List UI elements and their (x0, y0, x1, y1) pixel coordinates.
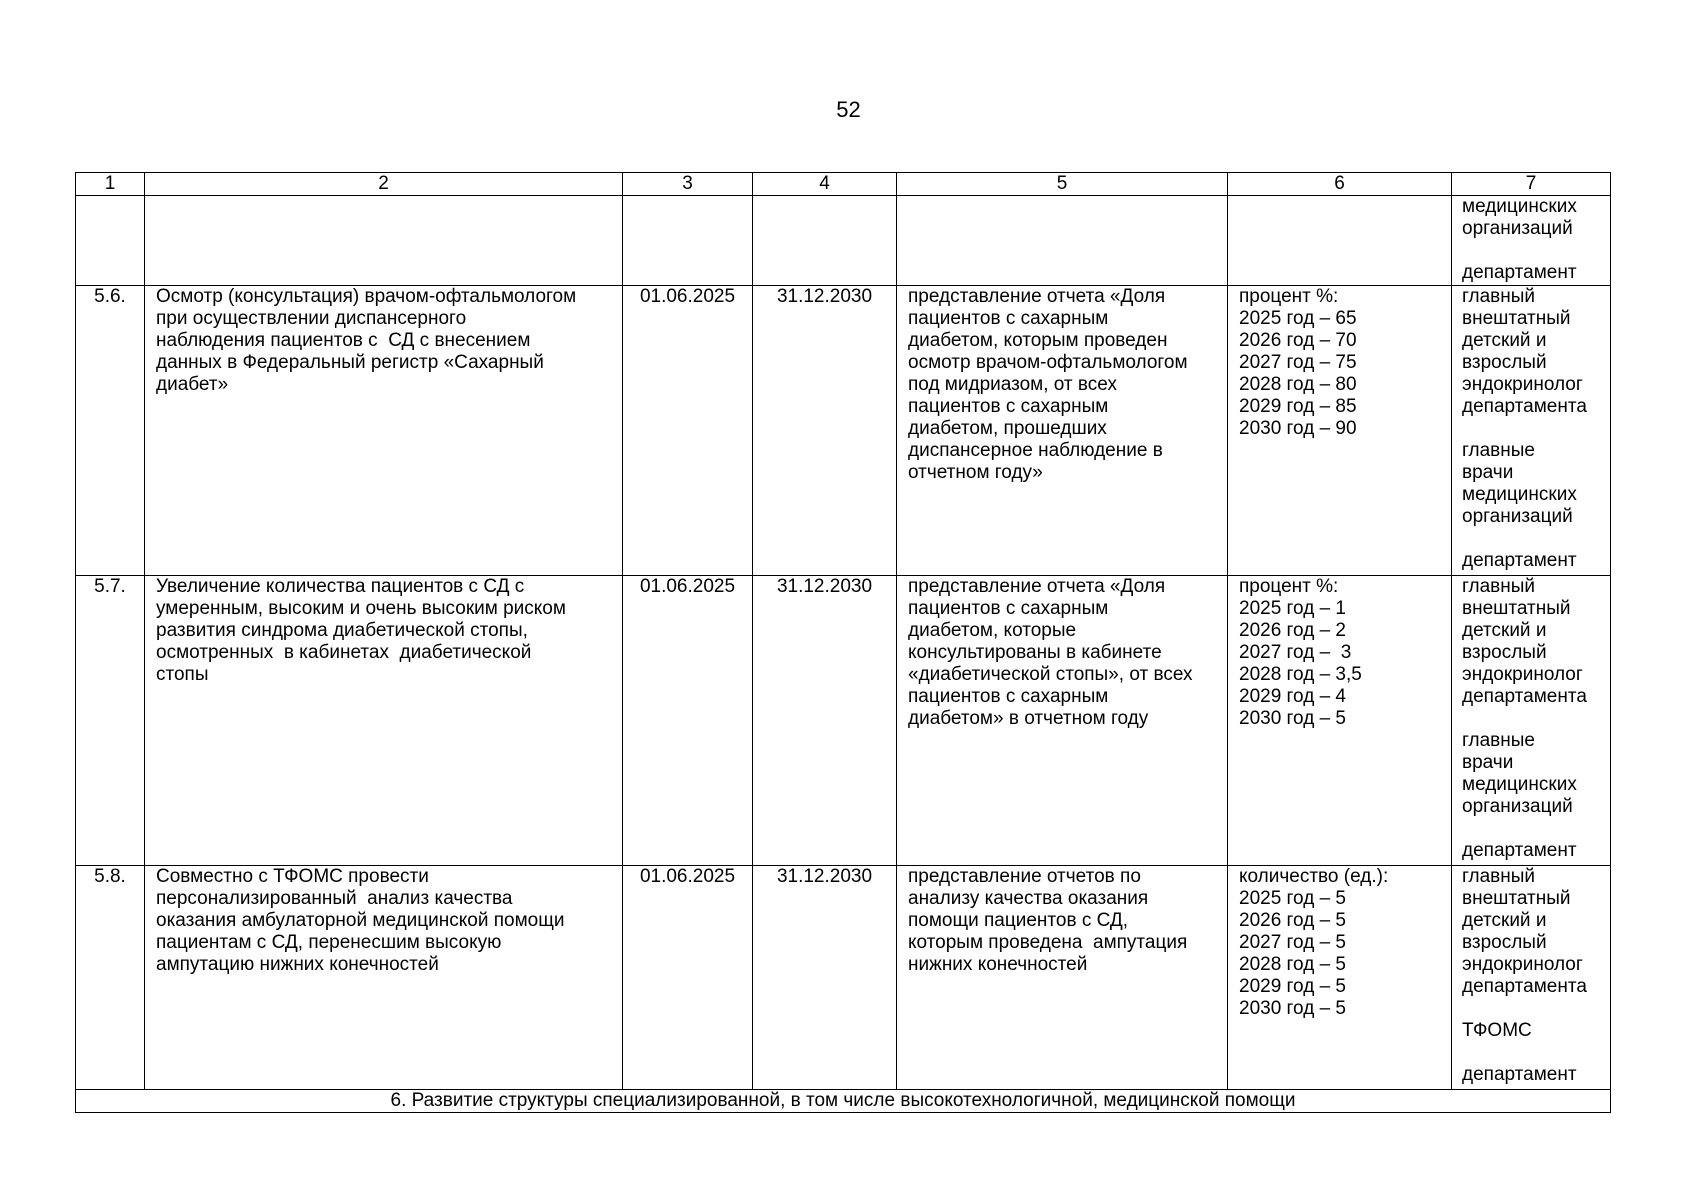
text-line: процент %: (1239, 286, 1339, 307)
text-line: 2029 год – 4 (1239, 686, 1346, 707)
text-line: умеренным, высоким и очень высоким риском (156, 598, 566, 619)
indicator-cell (1228, 576, 1452, 866)
text-line: нижних конечностей (908, 954, 1088, 975)
end-date: 31.12.2030 (753, 866, 897, 1090)
text-line: 2028 год – 3,5 (1239, 664, 1362, 685)
text-line: ампутацию нижних конечностей (156, 954, 439, 975)
text-line: 2027 год – 75 (1239, 352, 1357, 373)
end-date: 31.12.2030 (753, 576, 897, 866)
text-line: эндокринолог (1462, 374, 1583, 395)
text-line: департамент (1462, 550, 1577, 571)
text-line: пациентов с сахарным (908, 686, 1109, 707)
text-line: департамент (1462, 1064, 1577, 1085)
text-line: диспансерное наблюдение в (908, 440, 1163, 461)
end-date: 31.12.2030 (753, 286, 897, 576)
text-line: Осмотр (консультация) врачом-офтальмологом (156, 286, 577, 307)
column-number: 5 (897, 173, 1228, 196)
text-line: консультированы в кабинете (908, 642, 1162, 663)
result-cell (897, 286, 1228, 576)
column-number: 7 (1452, 173, 1611, 196)
column-number-header-row (76, 173, 1611, 196)
task-cell (145, 866, 623, 1090)
task-cell (145, 286, 623, 576)
text-line: внештатный (1462, 888, 1571, 909)
text-line: организаций (1462, 218, 1573, 239)
text-line: 2030 год – 5 (1239, 998, 1346, 1019)
blank-line (1462, 818, 1600, 840)
text-line: представление отчета «Доля (908, 576, 1166, 597)
text-line: Увеличение количества пациентов с СД с (156, 576, 525, 597)
text-line: развития синдрома диабетической стопы, (156, 620, 528, 641)
text-line: 2027 год – 3 (1239, 642, 1352, 663)
text-line: стопы (156, 664, 209, 685)
text-line: 2029 год – 85 (1239, 396, 1357, 417)
text-line: медицинских (1462, 484, 1577, 505)
text-line: 2026 год – 2 (1239, 620, 1346, 641)
text-line: 2030 год – 5 (1239, 708, 1346, 729)
text-line: Совместно с ТФОМС провести (156, 866, 429, 887)
text-line: детский и (1462, 330, 1547, 351)
text-line: количество (ед.): (1239, 866, 1389, 887)
text-line: 2025 год – 1 (1239, 598, 1346, 619)
column-number: 3 (623, 173, 753, 196)
text-line: данных в Федеральный регистр «Сахарный (156, 352, 544, 373)
start-date: 01.06.2025 (623, 286, 753, 576)
text-line: детский и (1462, 620, 1547, 641)
section-title: 6. Развитие структуры специализированной, в том числе высокотехнологичной, медицинской помощи (76, 1090, 1611, 1113)
text-line: 2028 год – 5 (1239, 954, 1346, 975)
row-number: 5.6. (76, 286, 145, 576)
text-line: департамент (1462, 262, 1577, 283)
continuation-row (76, 196, 1611, 286)
start-date: 01.06.2025 (623, 866, 753, 1090)
blank-line (1462, 240, 1600, 262)
blank-line (1462, 1042, 1600, 1064)
text-line: внештатный (1462, 598, 1571, 619)
text-line: ТФОМС (1462, 1020, 1532, 1041)
text-line: осмотр врачом-офтальмологом (908, 352, 1188, 373)
text-line: детский и (1462, 910, 1547, 931)
text-line: главный (1462, 286, 1536, 307)
text-line: пациентов с сахарным (908, 396, 1109, 417)
text-line: 2028 год – 80 (1239, 374, 1357, 395)
text-line: 2025 год – 65 (1239, 308, 1357, 329)
row-number: 5.7. (76, 576, 145, 866)
text-line: департамент (1462, 840, 1577, 861)
text-line: взрослый (1462, 642, 1547, 663)
text-line: помощи пациентов с СД, (908, 910, 1129, 931)
blank-line (1462, 528, 1600, 550)
responsible-cell (1452, 866, 1611, 1090)
text-line: взрослый (1462, 932, 1547, 953)
result-cell (897, 576, 1228, 866)
text-line: департамента (1462, 976, 1587, 997)
row-number: 5.8. (76, 866, 145, 1090)
text-line: эндокринолог (1462, 954, 1583, 975)
text-line: диабетом» в отчетном году (908, 708, 1149, 729)
text-line: процент %: (1239, 576, 1339, 597)
result-cell (897, 866, 1228, 1090)
table-row (76, 576, 1611, 866)
text-line: пациентам с СД, перенесшим высокую (156, 932, 502, 953)
text-line: медицинских (1462, 774, 1577, 795)
text-line: 2026 год – 5 (1239, 910, 1346, 931)
text-line: 2026 год – 70 (1239, 330, 1357, 351)
table-row (76, 866, 1611, 1090)
start-date: 01.06.2025 (623, 576, 753, 866)
text-line: пациентов с сахарным (908, 598, 1109, 619)
blank-line (1462, 708, 1600, 730)
text-line: анализу качества оказания (908, 888, 1149, 909)
text-line: диабетом, которые (908, 620, 1077, 641)
text-line: которым проведена ампутация (908, 932, 1188, 953)
indicator-cell (1228, 286, 1452, 576)
column-number: 2 (145, 173, 623, 196)
text-line: наблюдения пациентов с СД с внесением (156, 330, 531, 351)
measures-table (75, 172, 1611, 1113)
responsible-cell (1452, 286, 1611, 576)
text-line: внештатный (1462, 308, 1571, 329)
blank-line (1462, 998, 1600, 1020)
table-row (76, 286, 1611, 576)
text-line: организаций (1462, 506, 1573, 527)
text-line: оказания амбулаторной медицинской помощи (156, 910, 565, 931)
text-line: взрослый (1462, 352, 1547, 373)
task-cell (145, 576, 623, 866)
text-line: под мидриазом, от всех (908, 374, 1117, 395)
text-line: департамента (1462, 686, 1587, 707)
text-line: врачи (1462, 752, 1514, 773)
text-line: главный (1462, 866, 1536, 887)
text-line: 2029 год – 5 (1239, 976, 1346, 997)
text-line: 2025 год – 5 (1239, 888, 1346, 909)
text-line: отчетном году» (908, 462, 1043, 483)
text-line: при осуществлении диспансерного (156, 308, 467, 329)
column-number: 1 (76, 173, 145, 196)
text-line: осмотренных в кабинетах диабетической (156, 642, 532, 663)
text-line: персонализированный анализ качества (156, 888, 513, 909)
text-line: главные (1462, 440, 1535, 461)
text-line: департамента (1462, 396, 1587, 417)
text-line: диабет» (156, 374, 229, 395)
responsible-cell (1452, 196, 1611, 286)
text-line: диабетом, которым проведен (908, 330, 1168, 351)
text-line: эндокринолог (1462, 664, 1583, 685)
text-line: представление отчетов по (908, 866, 1141, 887)
column-number: 6 (1228, 173, 1452, 196)
text-line: 2027 год – 5 (1239, 932, 1346, 953)
page-number: 52 (836, 97, 861, 122)
text-line: пациентов с сахарным (908, 308, 1109, 329)
blank-line (1462, 418, 1600, 440)
text-line: медицинских (1462, 196, 1577, 217)
section-heading-row (76, 1090, 1611, 1113)
indicator-cell (1228, 866, 1452, 1090)
text-line: врачи (1462, 462, 1514, 483)
text-line: 2030 год – 90 (1239, 418, 1357, 439)
text-line: диабетом, прошедших (908, 418, 1107, 439)
text-line: организаций (1462, 796, 1573, 817)
responsible-cell (1452, 576, 1611, 866)
text-line: представление отчета «Доля (908, 286, 1166, 307)
column-number: 4 (753, 173, 897, 196)
text-line: главные (1462, 730, 1535, 751)
text-line: главный (1462, 576, 1536, 597)
text-line: «диабетической стопы», от всех (908, 664, 1193, 685)
